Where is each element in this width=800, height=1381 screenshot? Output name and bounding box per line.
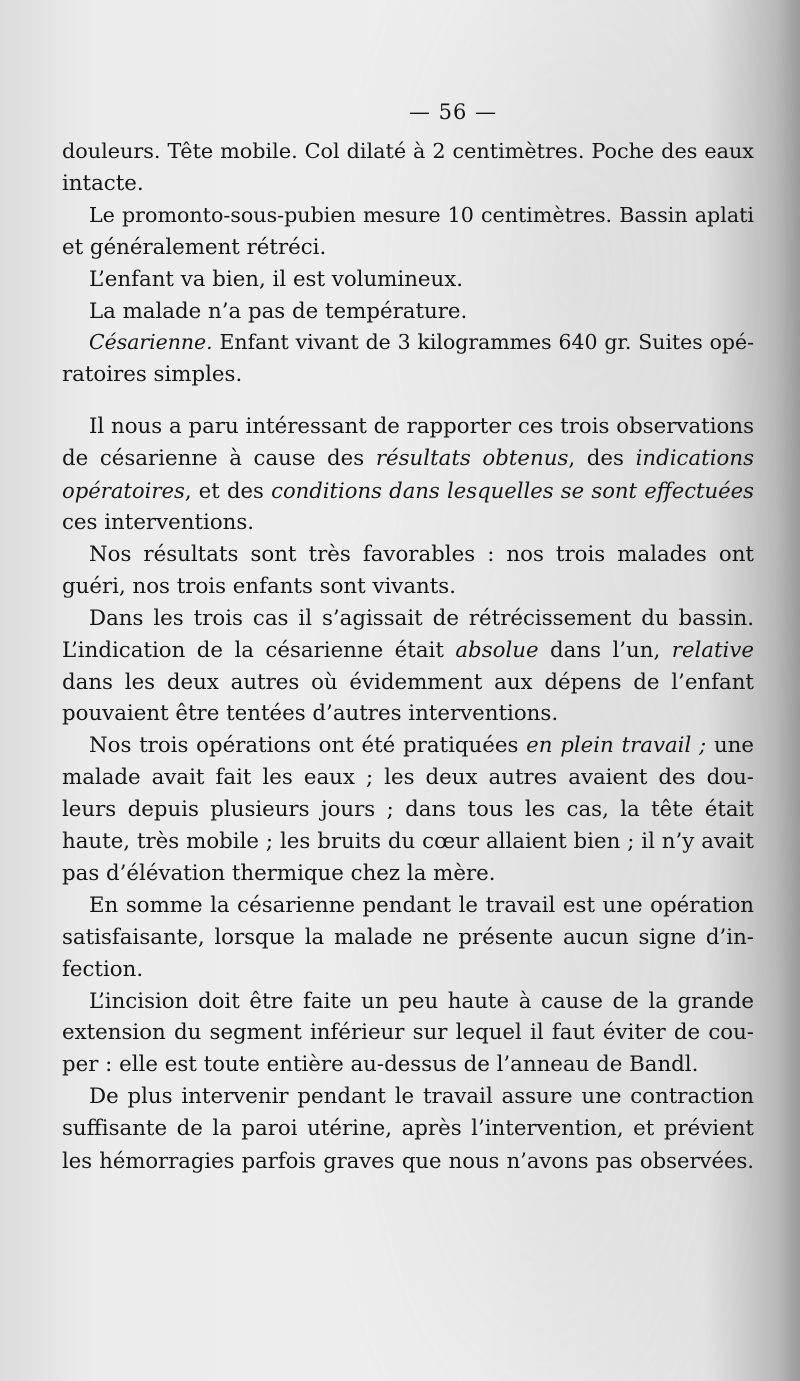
text-span: , des [568, 446, 636, 472]
page-number: — 56 — [408, 100, 498, 124]
text-line: L’incision doit être faite un peu haute à cause de la grande [89, 988, 754, 1014]
italic-term: conditions dans lesquelles se sont effectuées [271, 478, 754, 504]
text-line: guéri, nos trois enfants sont vivants. [62, 573, 457, 599]
text-line: L’enfant va bien, il est volumineux. [89, 266, 464, 292]
text-line: malade avait fait les eaux ; les deux autres avaient des dou- [62, 765, 754, 791]
text-span: L’indication de la césarienne était [62, 637, 456, 663]
text-line: leurs depuis plusieurs jours ; dans tous les cas, la tête était [62, 797, 754, 823]
text-line: Le promonto-sous-pubien mesure 10 centimètres. Bassin aplati [89, 202, 754, 227]
text-span: dans l’un, [538, 637, 672, 663]
italic-term: opératoires [62, 478, 185, 504]
text-line [62, 635, 754, 667]
italic-term: en plein travail ; [526, 733, 707, 759]
page-text [62, 100, 754, 1177]
paragraph-gap [62, 391, 754, 411]
text-line: De plus intervenir pendant le travail assure une contraction [89, 1084, 754, 1110]
text-line: et généralement rétréci. [62, 234, 327, 260]
text-line: Dans les trois cas il s’agissait de rétrécissement du bassin. [89, 605, 754, 631]
text-line: per : elle est toute entière au-dessus de l’anneau de Bandl. [62, 1052, 699, 1078]
text-line: les hémorragies parfois graves que nous n’avons pas observées. [62, 1148, 754, 1174]
text-line [62, 443, 754, 475]
text-span: de césarienne à cause des [62, 446, 376, 472]
italic-term: résultats obtenus [375, 446, 569, 472]
text-line: ces interventions. [62, 509, 255, 535]
italic-term: absolue [455, 637, 539, 663]
text-line: Nos résultats sont très favorables : nos trois malades ont [89, 541, 754, 567]
text-line: intacte. [62, 170, 144, 196]
text-line: douleurs. Tête mobile. Col dilaté à 2 centimètres. Poche des eaux [62, 139, 754, 163]
text-line: pouvaient être tentées d’autres interventions. [62, 701, 559, 727]
text-line [62, 327, 754, 359]
text-line: ratoires simples. [62, 362, 243, 388]
text-line [62, 475, 754, 507]
italic-term: Césarienne. [89, 330, 213, 355]
text-line: suffisante de la paroi utérine, après l’intervention, et prévient [62, 1116, 754, 1142]
text-line [62, 730, 754, 762]
text-span: Nos trois opérations ont été pratiquées [89, 733, 527, 759]
italic-term: relative [671, 637, 754, 663]
text-line: satisfaisante, lorsque la malade ne présente aucun signe d’in- [62, 924, 754, 950]
text-line: dans les deux autres où évidemment aux dépens de l’enfant [62, 669, 754, 695]
text-span: , et des [184, 478, 272, 504]
text-line: Il nous a paru intéressant de rapporter ces trois observations [89, 414, 754, 440]
text-line: pas d’élévation thermique chez la mère. [62, 860, 496, 886]
text-span: Enfant vivant de 3 kilogrammes 640 gr. Suites opé- [212, 330, 754, 355]
text-line: La malade n’a pas de température. [89, 298, 468, 324]
text-span: une [706, 733, 754, 759]
text-line: extension du segment inférieur sur lequel il faut éviter de cou- [62, 1020, 754, 1046]
text-line: haute, très mobile ; les bruits du cœur allaient bien ; il n’y avait [62, 829, 754, 855]
italic-term: indications [635, 446, 755, 472]
text-line: En somme la césarienne pendant le travail est une opération [89, 892, 754, 918]
text-line: fection. [62, 956, 144, 982]
